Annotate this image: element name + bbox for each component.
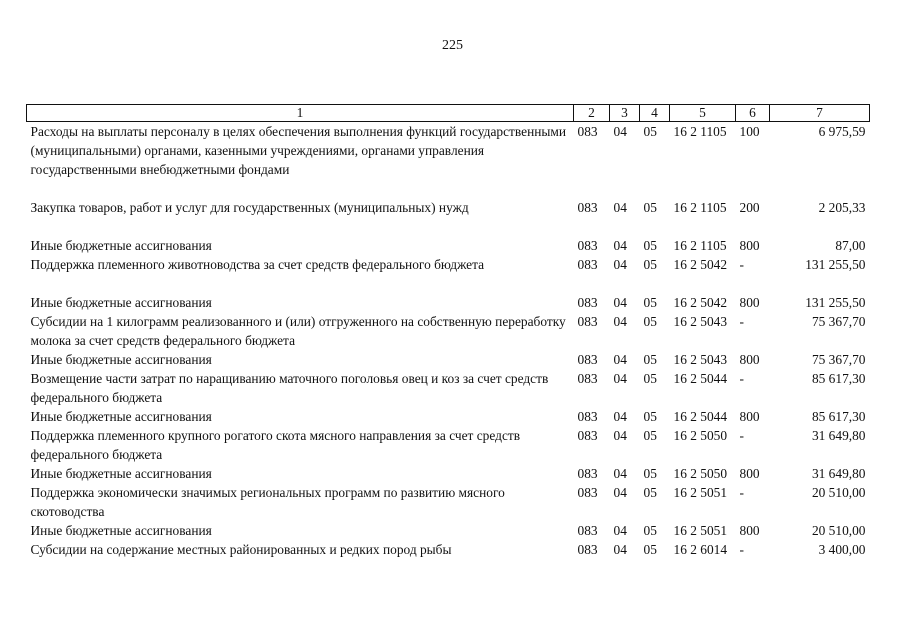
row-ministry-code: 083 (577, 200, 598, 215)
row-target-code: 16 2 5042 (673, 295, 728, 310)
row-subsection-code: 05 (643, 295, 657, 310)
row-ministry-code: 083 (577, 295, 598, 310)
row-subsection-code: 05 (643, 542, 657, 557)
row-amount: 3 400,00 (818, 542, 866, 557)
row-expense-type: 800 (739, 295, 760, 310)
header-col-3: 3 (610, 105, 640, 122)
table-row (27, 312, 870, 350)
row-target-code: 16 2 5050 (673, 428, 728, 443)
header-col-5: 5 (670, 105, 736, 122)
row-target-code: 16 2 1105 (673, 238, 727, 253)
row-expense-type: 800 (739, 466, 760, 481)
row-amount: 131 255,50 (805, 295, 866, 310)
row-subsection-code: 05 (643, 466, 657, 481)
row-target-code: 16 2 5043 (673, 352, 728, 367)
row-target-code: 16 2 5044 (673, 409, 728, 424)
table-row (27, 426, 870, 464)
row-amount: 31 649,80 (811, 466, 866, 481)
row-amount: 87,00 (835, 238, 866, 253)
table-row (27, 198, 870, 217)
row-expense-type: 800 (739, 352, 760, 367)
table-row (27, 293, 870, 312)
row-expense-type: - (739, 428, 744, 443)
row-target-code: 16 2 5043 (673, 314, 728, 329)
table-row (27, 255, 870, 274)
row-amount: 85 617,30 (811, 409, 866, 424)
table-row (27, 122, 870, 180)
row-section-code: 04 (613, 409, 627, 424)
row-subsection-code: 05 (643, 428, 657, 443)
header-col-6: 6 (736, 105, 770, 122)
row-amount: 20 510,00 (811, 523, 866, 538)
row-amount: 131 255,50 (805, 257, 866, 272)
row-name: Иные бюджетные ассигнования (30, 352, 212, 367)
header-col-4: 4 (640, 105, 670, 122)
row-amount: 2 205,33 (818, 200, 866, 215)
row-section-code: 04 (613, 428, 627, 443)
row-section-code: 04 (613, 295, 627, 310)
row-ministry-code: 083 (577, 485, 598, 500)
row-section-code: 04 (613, 542, 627, 557)
row-name: Иные бюджетные ассигнования (30, 238, 212, 253)
row-expense-type: 800 (739, 523, 760, 538)
table-row (27, 483, 870, 521)
row-subsection-code: 05 (643, 238, 657, 253)
row-target-code: 16 2 5050 (673, 466, 728, 481)
budget-table (26, 104, 870, 559)
row-expense-type: - (739, 542, 744, 557)
row-target-code: 16 2 1105 (673, 124, 727, 139)
row-section-code: 04 (613, 238, 627, 253)
row-name: Расходы на выплаты персоналу в целях обеспечения выполнения функций государственными (муниципальными) органами, казенными учреждениями, органами управления государственными внебюджетными фондами (30, 124, 567, 177)
row-amount: 85 617,30 (811, 371, 866, 386)
row-expense-type: - (739, 371, 744, 386)
row-target-code: 16 2 5044 (673, 371, 728, 386)
row-amount: 75 367,70 (811, 314, 866, 329)
row-amount: 6 975,59 (818, 124, 866, 139)
row-ministry-code: 083 (577, 466, 598, 481)
row-target-code: 16 2 5051 (673, 485, 728, 500)
row-name: Закупка товаров, работ и услуг для государственных (муниципальных) нужд (30, 200, 469, 215)
row-section-code: 04 (613, 314, 627, 329)
row-ministry-code: 083 (577, 352, 598, 367)
row-expense-type: 100 (739, 124, 760, 139)
row-ministry-code: 083 (577, 428, 598, 443)
row-section-code: 04 (613, 485, 627, 500)
row-subsection-code: 05 (643, 409, 657, 424)
row-name: Субсидии на содержание местных районированных и редких пород рыбы (30, 542, 452, 557)
row-name: Субсидии на 1 килограмм реализованного и (или) отгруженного на собственную переработку молока за счет средств федерального бюджета (30, 314, 566, 348)
row-spacer (27, 217, 870, 236)
row-ministry-code: 083 (577, 314, 598, 329)
row-section-code: 04 (613, 523, 627, 538)
row-section-code: 04 (613, 371, 627, 386)
table-row (27, 350, 870, 369)
row-name: Иные бюджетные ассигнования (30, 409, 212, 424)
row-ministry-code: 083 (577, 542, 598, 557)
row-name: Поддержка племенного крупного рогатого скота мясного направления за счет средств федерального бюджета (30, 428, 521, 462)
header-col-2: 2 (574, 105, 610, 122)
row-expense-type: - (739, 314, 744, 329)
row-spacer (27, 274, 870, 293)
row-ministry-code: 083 (577, 371, 598, 386)
table-row (27, 369, 870, 407)
table-row (27, 407, 870, 426)
row-name: Иные бюджетные ассигнования (30, 466, 212, 481)
row-name: Иные бюджетные ассигнования (30, 523, 212, 538)
row-spacer (27, 179, 870, 198)
header-col-1: 1 (27, 105, 574, 122)
row-target-code: 16 2 5042 (673, 257, 728, 272)
row-section-code: 04 (613, 200, 627, 215)
row-expense-type: 200 (739, 200, 760, 215)
row-ministry-code: 083 (577, 257, 598, 272)
row-name: Иные бюджетные ассигнования (30, 295, 212, 310)
row-amount: 75 367,70 (811, 352, 866, 367)
row-amount: 31 649,80 (811, 428, 866, 443)
row-subsection-code: 05 (643, 124, 657, 139)
header-col-7: 7 (770, 105, 870, 122)
row-subsection-code: 05 (643, 257, 657, 272)
table-row (27, 464, 870, 483)
table-row (27, 540, 870, 559)
row-expense-type: - (739, 485, 744, 500)
row-target-code: 16 2 1105 (673, 200, 727, 215)
row-expense-type: 800 (739, 238, 760, 253)
row-subsection-code: 05 (643, 200, 657, 215)
page-number: 225 (442, 38, 463, 53)
header-row (27, 105, 870, 122)
row-ministry-code: 083 (577, 523, 598, 538)
row-expense-type: 800 (739, 409, 760, 424)
table-row (27, 521, 870, 540)
row-name: Возмещение части затрат по наращиванию маточного поголовья овец и коз за счет средств федерального бюджета (30, 371, 549, 405)
row-ministry-code: 083 (577, 238, 598, 253)
row-subsection-code: 05 (643, 523, 657, 538)
row-ministry-code: 083 (577, 409, 598, 424)
row-subsection-code: 05 (643, 314, 657, 329)
row-ministry-code: 083 (577, 124, 598, 139)
row-name: Поддержка экономически значимых региональных программ по развитию мясного скотоводства (30, 485, 505, 519)
row-name: Поддержка племенного животноводства за счет средств федерального бюджета (30, 257, 485, 272)
row-section-code: 04 (613, 257, 627, 272)
row-subsection-code: 05 (643, 371, 657, 386)
row-section-code: 04 (613, 466, 627, 481)
row-subsection-code: 05 (643, 352, 657, 367)
row-expense-type: - (739, 257, 744, 272)
row-section-code: 04 (613, 352, 627, 367)
table-row (27, 236, 870, 255)
row-amount: 20 510,00 (811, 485, 866, 500)
row-target-code: 16 2 5051 (673, 523, 728, 538)
row-target-code: 16 2 6014 (673, 542, 728, 557)
row-section-code: 04 (613, 124, 627, 139)
row-subsection-code: 05 (643, 485, 657, 500)
